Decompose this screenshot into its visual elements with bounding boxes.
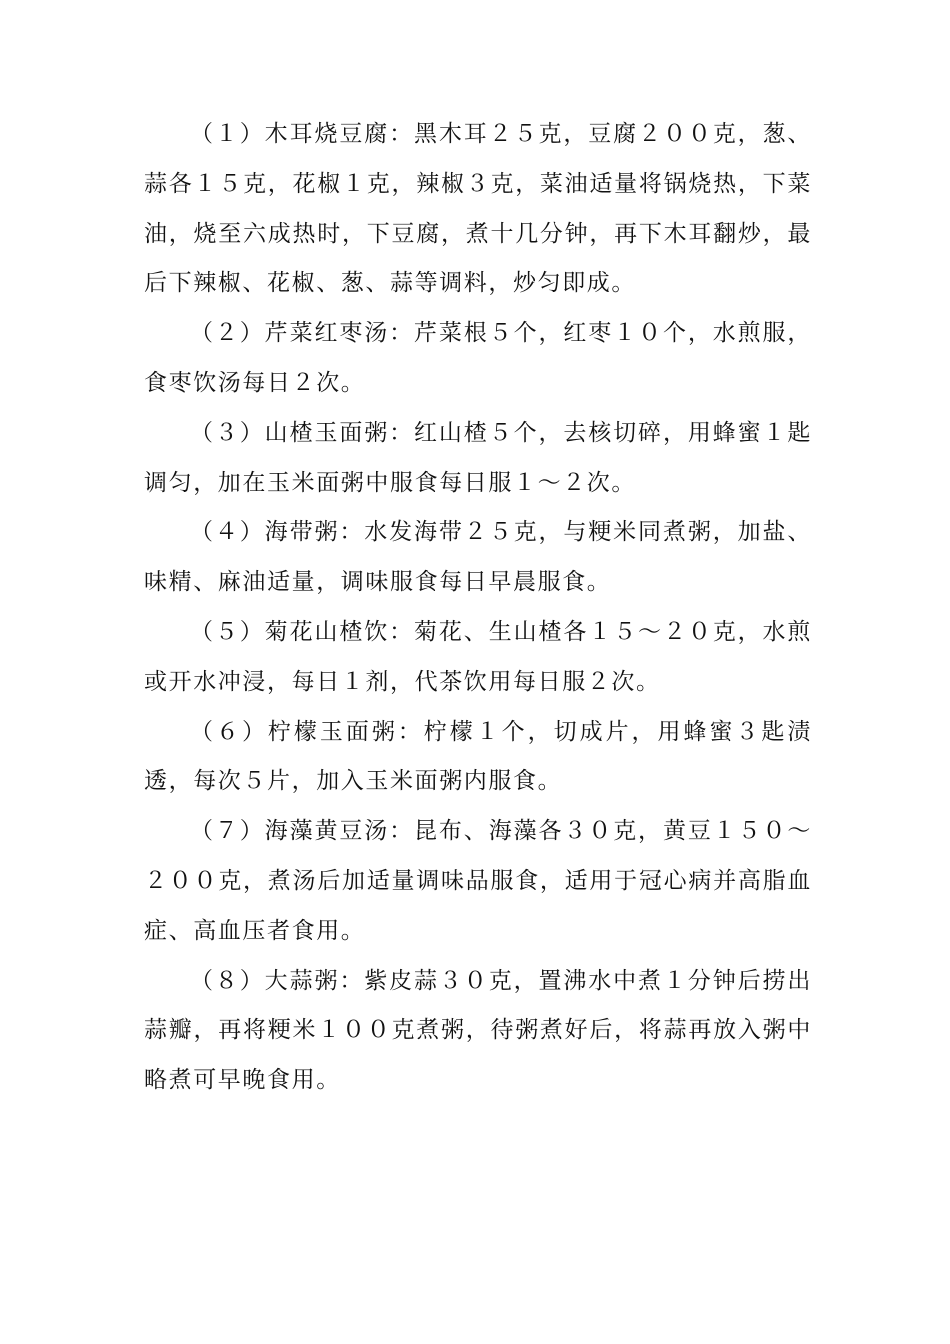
recipe-paragraph-1: （１）木耳烧豆腐：黑木耳２５克，豆腐２００克，葱、蒜各１５克，花椒１克，辣椒３克，菜油适量将锅烧热，下菜油，烧至六成热时，下豆腐，煮十几分钟，再下木耳翻炒，最后下辣椒、花椒、葱、蒜等调料，炒匀即成。 [144, 121, 812, 297]
recipe-paragraph-5: （５）菊花山楂饮：菊花、生山楂各１５～２０克，水煎或开水冲浸，每日１剂，代茶饮用每日服２次。 [144, 618, 812, 695]
recipe-paragraph-8: （８）大蒜粥：紫皮蒜３０克，置沸水中煮１分钟后捞出蒜瓣，再将粳米１００克煮粥，待粥煮好后，将蒜再放入粥中略煮可早晚食用。 [144, 967, 812, 1094]
recipe-paragraph-7: （７）海藻黄豆汤：昆布、海藻各３０克，黄豆１５０～２００克，煮汤后加适量调味品服食，适用于冠心病并高脂血症、高血压者食用。 [144, 818, 812, 944]
document-body [144, 110, 812, 1106]
recipe-paragraph-2: （２）芹菜红枣汤：芹菜根５个，红枣１０个，水煎服，食枣饮汤每日２次。 [144, 320, 812, 396]
recipe-paragraph-6: （６）柠檬玉面粥：柠檬１个，切成片，用蜂蜜３匙渍透，每次５片，加入玉米面粥内服食。 [144, 718, 812, 795]
recipe-paragraph-3: （３）山楂玉面粥：红山楂５个，去核切碎，用蜂蜜１匙调匀，加在玉米面粥中服食每日服１～２次。 [144, 419, 812, 496]
recipe-paragraph-4: （４）海带粥：水发海带２５克，与粳米同煮粥，加盐、味精、麻油适量，调味服食每日早晨服食。 [144, 519, 812, 596]
